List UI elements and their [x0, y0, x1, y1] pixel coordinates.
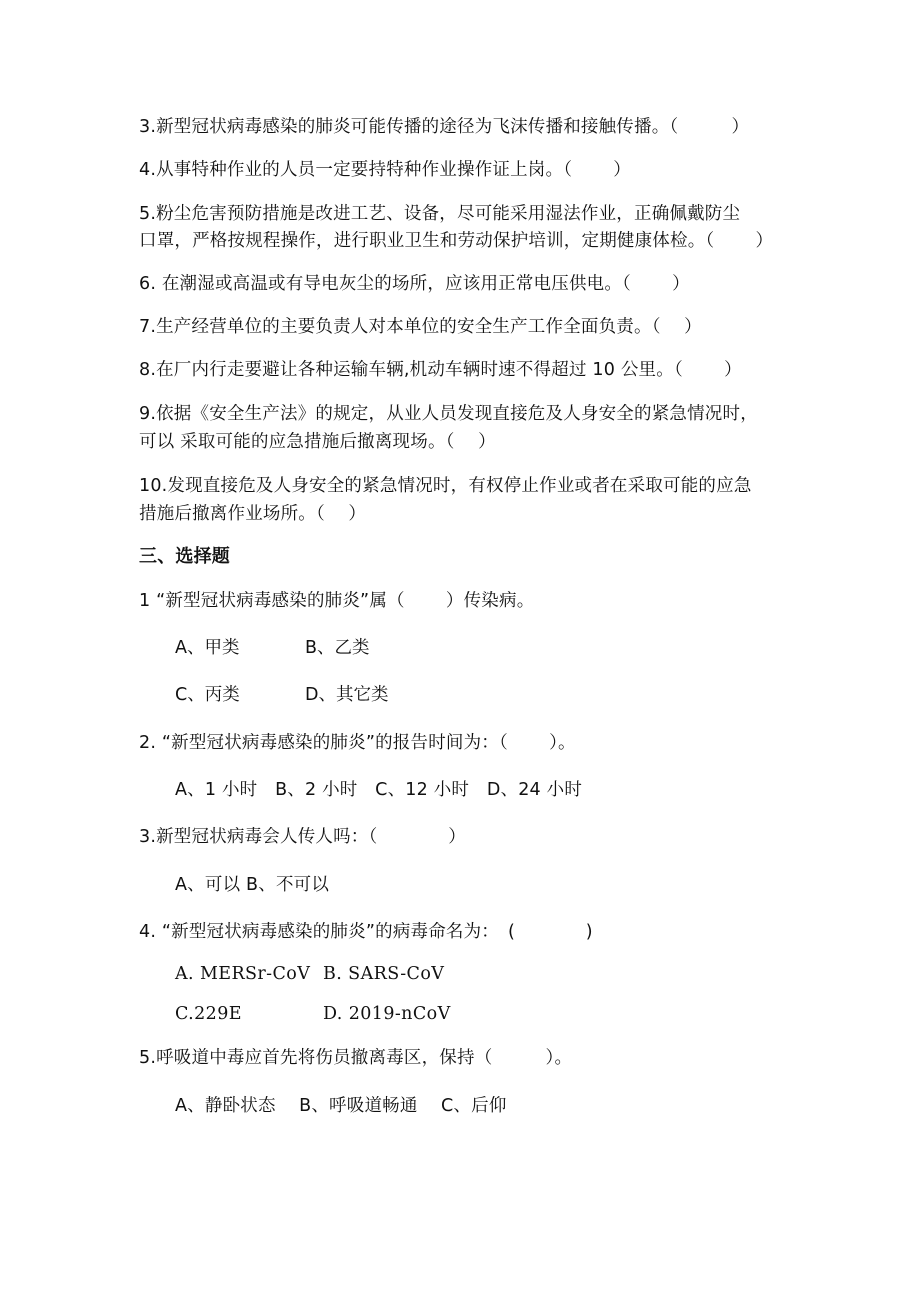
- choice-4-option-a: A. MERSr-CoV: [175, 964, 311, 984]
- judge-question-3: 3.新型冠状病毒感染的肺炎可能传播的途径为飞沫传播和接触传播。（ ）: [139, 117, 750, 137]
- judge-question-8: 8.在厂内行走要避让各种运输车辆,机动车辆时速不得超过 10 公里。（ ）: [139, 360, 742, 380]
- choice-question-4: 4. “新型冠状病毒感染的肺炎”的病毒命名为： ( ): [139, 922, 593, 942]
- choice-1-option-a: A、甲类: [175, 638, 240, 658]
- judge-question-7: 7.生产经营单位的主要负责人对本单位的安全生产工作全面负责。（ ）: [139, 317, 702, 337]
- choice-2-options: A、1 小时 B、2 小时 C、12 小时 D、24 小时: [175, 780, 583, 800]
- choice-1-option-b: B、乙类: [305, 638, 370, 658]
- judge-question-9-line-1: 9.依据《安全生产法》的规定，从业人员发现直接危及人身安全的紧急情况时，: [139, 404, 758, 424]
- judge-question-5-line-1: 5.粉尘危害预防措施是改进工艺、设备，尽可能采用湿法作业，正确佩戴防尘: [139, 204, 741, 224]
- choice-4-option-c: C.229E: [175, 1004, 242, 1024]
- choice-question-3: 3.新型冠状病毒会人传人吗：（ ）: [139, 827, 466, 847]
- section-title: 三、选择题: [139, 546, 230, 567]
- judge-question-5-line-2: 口罩，严格按规程操作，进行职业卫生和劳动保护培训，定期健康体检。（ ）: [139, 231, 774, 251]
- choice-question-5: 5.呼吸道中毒应首先将伤员撤离毒区，保持（ ）。: [139, 1048, 573, 1068]
- choice-5-options: A、静卧状态 B、呼吸道畅通 C、后仰: [175, 1096, 507, 1116]
- choice-4-option-d: D. 2019-nCoV: [323, 1004, 451, 1024]
- choice-3-options: A、可以 B、不可以: [175, 875, 330, 895]
- choice-1-option-d: D、其它类: [305, 685, 389, 705]
- choice-1-option-c: C、丙类: [175, 685, 240, 705]
- judge-question-9-line-2: 可以 采取可能的应急措施后撤离现场。（ ）: [139, 432, 496, 452]
- judge-question-6: 6. 在潮湿或高温或有导电灰尘的场所，应该用正常电压供电。（ ）: [139, 274, 690, 294]
- choice-question-1: 1 “新型冠状病毒感染的肺炎”属（ ）传染病。: [139, 591, 535, 611]
- judge-question-10-line-1: 10.发现直接危及人身安全的紧急情况时，有权停止作业或者在采取可能的应急: [139, 476, 752, 496]
- choice-question-2: 2. “新型冠状病毒感染的肺炎”的报告时间为：（ ）。: [139, 733, 576, 753]
- choice-4-option-b: B. SARS-CoV: [323, 964, 445, 984]
- judge-question-4: 4.从事特种作业的人员一定要持特种作业操作证上岗。（ ）: [139, 160, 632, 180]
- judge-question-10-line-2: 措施后撤离作业场所。（ ）: [139, 504, 367, 524]
